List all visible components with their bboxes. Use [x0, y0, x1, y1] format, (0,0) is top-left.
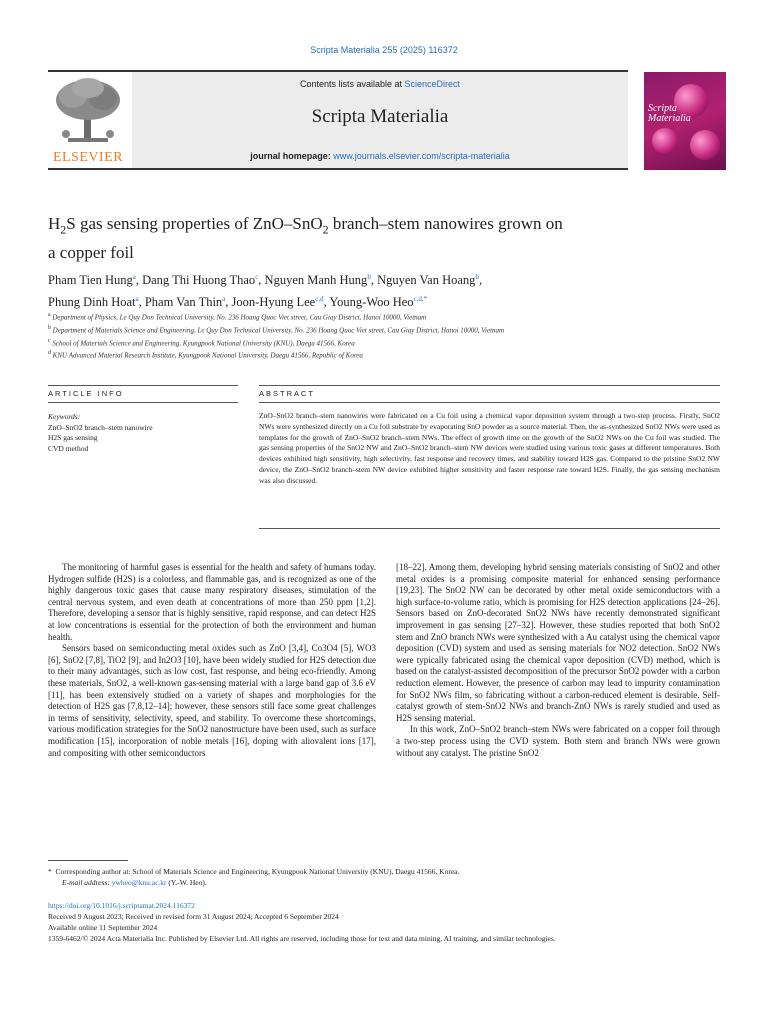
body-paragraph: [18–22]. Among them, developing hybrid sensing materials consisting of SnO2 and other metal oxides is a promising composite material for enhanced sensing performance [19,23]. The SnO2 NW can be decorated by other metal oxide semiconductors with a high surface-to-volume ratio, which is promising for H2S detection applications [24–26]. Sensors based on ZnO-decorated SnO2 NWs have recently demonstrated significant improvement in gas sensing [27–32]. However, these studies reported that both SnO2 stem and ZnO branch NWs were synthesized with a Au catalyst using the chemical vapor deposition (CVD) system and used as sensing materials for NO2 detection. SnO2 NWs were typically fabricated using the chemical vapor deposition (CVD) method, which is based on the catalyst-assisted decomposition of the precursor SnO2 powder with a carbon reduction element. However, the presence of carbon may lead to impurity contamination for SnO2 NWs film, so fabricating without a carbon-reduced element is desirable. Self-catalyst growth of stem-SnO2 NWs and branch-ZnO NWs is rarely studied and used as H2S sensing material.	[396, 562, 720, 723]
copyright: 1359-6462/© 2024 Acta Materialia Inc. Published by Elsevier Ltd. All rights are reserved, including those for text and data mining, AI training, and similar technologies.	[48, 934, 556, 943]
affiliation-item: $^a$ Department of Physics, Le Quy Don Technical University, No. 236 Hoang Quoc Viet street, Cau Giay District, Hanoi 10000, Vietnam	[48, 312, 427, 322]
journal-cover-image	[644, 72, 726, 170]
keyword-item: CVD method	[48, 443, 89, 453]
journal-citation[interactable]: Scripta Materialia 255 (2025) 116372	[310, 45, 458, 55]
contents-prefix: Contents lists available at	[299, 79, 405, 89]
footnote-rule	[48, 860, 128, 861]
article-meta	[48, 900, 728, 944]
affiliation-item: $^c$ School of Materials Science and Engineering, Kyungpook National University (KNU), Daegu 41566, Korea	[48, 337, 355, 347]
abstract-text: ZnO–SnO2 branch–stem nanowires were fabricated on a Cu foil using a chemical vapor deposition system through a two-step process. Firstly, SnO2 NWs were synthesized directly on a Cu foil substrate by evaporating SnO powder as a source material. Then, the as-synthesized SnO2 NWs were used as templates for the growth of ZnO–SnO2 branch–stem NWs. The effect of growth time on the growth of the SnO2 NWs on the Cu foil was studied. The gas sensing properties of the SnO2 NW and ZnO–SnO2 branch–stem NW devices were studied using various toxic gases at different temperatures. Both devices exhibited high sensitivity, high selectivity, fast response and recovery times, and stability toward H2S gas. Compared to the pristine SnO2 NW device, the ZnO–SnO2 branch–stem NW device exhibited higher sensitivity and faster response rate toward H2S. Finally, the gas sensing mechanism was also discussed.	[259, 411, 720, 485]
affiliation-item: $^b$ Department of Materials Science and Engineering, Le Quy Don Technical University, No. 236 Hoang Quoc Viet street, Cau Giay District, Hanoi 10000, Vietnam	[48, 324, 505, 335]
keywords-label: Keywords:	[48, 412, 81, 421]
author-name[interactable]: Pham Tien Hung	[48, 273, 133, 288]
abstract-rule-top	[259, 385, 720, 386]
email-link[interactable]: ywheo@knu.ac.kr	[111, 878, 167, 887]
abstract-rule-end	[259, 528, 720, 529]
keyword-item: H2S gas sensing	[48, 433, 98, 442]
doi-link[interactable]: https://doi.org/10.1016/j.scriptamat.2024.116372	[48, 901, 195, 910]
cover-title	[648, 104, 691, 124]
keywords-block	[48, 412, 238, 454]
body-paragraph: The monitoring of harmful gases is essential for the health and safety of humans today. Hydrogen sulfide (H2S) is a colorless, and flammable gas, and is recognized as one of the highly dangerous toxic gases that cause many respiratory diseases, stimulation of the central nervous system, and even death at concentrations of more than 250 ppm [1,2]. Therefore, developing a sensor that is highly sensitive, rapid response, and can detect H2S at low concentrations is essential for the protection of both the environment and human health.	[48, 562, 376, 642]
article-info-heading: ARTICLE INFO	[48, 389, 124, 398]
author-list: Pham Tien Hung$^a$, Dang Thi Huong Thao$^c$, Nguyen Manh Hung$^b$, Nguyen Van Hoang$^b$, Phung Dinh Hoat$^a$, Pham Van Thin$^a$, Joon-Hyung Lee$^{c,d}$, Young-Woo Heo$^{c,d,*}$	[48, 273, 483, 310]
author-name[interactable]: Pham Van Thin	[144, 295, 223, 310]
cover-sphere-icon	[652, 128, 678, 154]
received-dates: Received 9 August 2023; Received in revised form 31 August 2024; Accepted 6 September 2024	[48, 912, 339, 921]
journal-name: Scripta Materialia	[311, 106, 449, 127]
cover-title-line2: Materialia	[648, 113, 691, 124]
article-title: $H_2S$ gas sensing properties of ZnO–SnO$_2$ branch–stem nanowires grown on a copper foil	[48, 214, 563, 263]
abstract-heading: ABSTRACT	[259, 389, 316, 398]
body-paragraph: Sensors based on semiconducting metal oxides such as ZnO [3,4], Co3O4 [5], WO3 [6], SnO2 [7,8], TiO2 [9], and In2O3 [10], have been widely studied for H2S detection due to their many advantages, such as low cost, fast response, and being eco-friendly. Among these materials, SnO2, a well-known gas-sensing material with a large band gap of 3.6 eV [11], has been extensively studied on a variety of shapes and morphologies for the detection of H2S gas [7,8,12–14]; however, these sensors still face some great challenges in terms of sensitivity, selectivity, speed, and stability. To overcome these shortcomings, various modification strategies for the SnO2 nanostructure have been used, such as surface modification [15], incorporation of noble metals [16], doping with aliovalent ions [17], and compositing with other semiconductors	[48, 643, 376, 758]
cover-title-line1: Scripta	[648, 103, 677, 114]
homepage-label: journal homepage:	[250, 151, 334, 161]
author-name[interactable]: Nguyen Manh Hung	[264, 273, 368, 288]
body-column-left	[48, 562, 376, 759]
abstract-rule-bottom	[259, 402, 720, 403]
author-name[interactable]: Joon-Hyung Lee	[231, 295, 316, 310]
article-info-rule-bottom	[48, 402, 238, 403]
author-name[interactable]: Dang Thi Huong Thao	[142, 273, 256, 288]
homepage-link[interactable]: www.journals.elsevier.com/scripta-materialia	[333, 151, 510, 161]
sciencedirect-link[interactable]: ScienceDirect	[404, 79, 461, 89]
cover-sphere-icon	[690, 130, 720, 160]
header-rule-bottom	[48, 168, 628, 170]
affiliation-item: $^d$ KNU Advanced Material Research Institute, Kyungpook National University, Daegu 41566, Republic of Korea	[48, 350, 363, 360]
body-column-right	[396, 562, 720, 759]
available-online: Available online 11 September 2024	[48, 923, 158, 932]
corresponding-author-footnote: * Corresponding author at: School of Materials Science and Engineering, Kyungpook National University (KNU), Daegu 41566, Korea. E-mail address: ywheo@knu.ac.kr (Y.-W. Heo).	[48, 867, 460, 887]
author-name[interactable]: Young-Woo Heo	[329, 295, 414, 310]
contents-available	[132, 79, 628, 89]
author-name[interactable]: Nguyen Van Hoang	[377, 273, 476, 288]
author-name[interactable]: Phung Dinh Hoat	[48, 295, 136, 310]
elsevier-logo-text: ELSEVIER	[52, 150, 124, 165]
affiliations	[48, 310, 728, 361]
body-paragraph: In this work, ZnO–SnO2 branch–stem NWs were fabricated on a copper foil through a two-step process using the CVD system. Both stem and branch NWs were grown without any catalyst. The pristine SnO2	[396, 724, 720, 758]
journal-homepage	[132, 151, 628, 161]
article-info-rule-top	[48, 385, 238, 386]
keyword-item: ZnO–SnO2 branch–stem nanowire	[48, 422, 153, 432]
